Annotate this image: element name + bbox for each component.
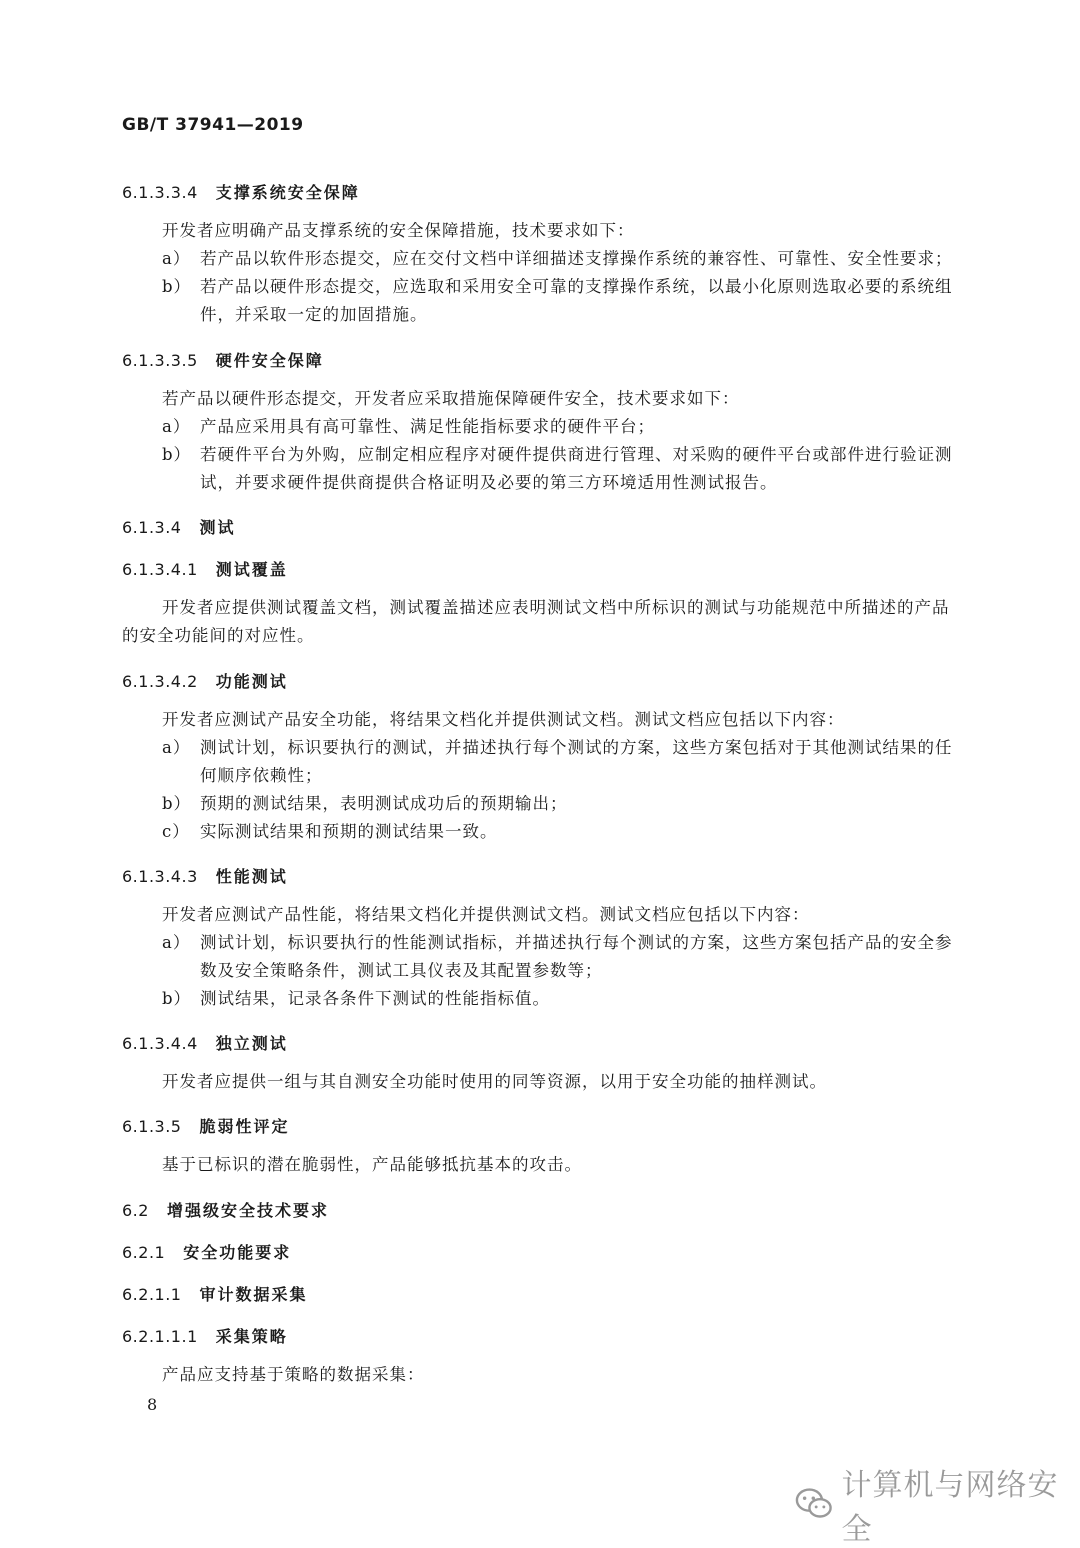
watermark-text: 计算机与网络安全 [841, 1468, 1059, 1547]
section-number: 6.1.3.5 [122, 1117, 182, 1136]
list-marker: a） [162, 417, 191, 436]
section-heading [122, 1198, 329, 1221]
section-title: 硬件安全保障 [215, 351, 324, 370]
section-number: 6.1.3.4.4 [122, 1034, 198, 1053]
section-title: 脆弱性评定 [199, 1117, 290, 1136]
paragraph: 开发者应明确产品支撑系统的安全保障措施，技术要求如下： [162, 221, 635, 240]
page-number: 8 [147, 1395, 158, 1414]
section-number: 6.1.3.4 [122, 518, 182, 537]
section-title: 支撑系统安全保障 [215, 183, 360, 202]
section-heading [122, 348, 324, 371]
list-marker: a） [162, 249, 191, 268]
paragraph: 产品应支持基于策略的数据采集： [162, 1365, 425, 1384]
list-marker: b） [162, 794, 192, 813]
section-title: 测试覆盖 [215, 560, 288, 579]
list-marker: b） [162, 277, 192, 296]
section-title: 独立测试 [215, 1034, 288, 1053]
section-title: 审计数据采集 [199, 1285, 308, 1304]
section-title: 性能测试 [215, 867, 288, 886]
standard-number: GB/T 37941—2019 [122, 115, 304, 135]
list-item-text: 产品应采用具有高可靠性、满足性能指标要求的硬件平台； [200, 417, 655, 436]
section-title: 安全功能要求 [183, 1243, 292, 1262]
wechat-icon [795, 1487, 833, 1521]
section-number: 6.2.1.1 [122, 1285, 182, 1304]
section-number: 6.1.3.3.4 [122, 183, 198, 202]
section-heading [122, 515, 236, 538]
section-number: 6.1.3.4.2 [122, 672, 198, 691]
list-item-text: 若硬件平台为外购，应制定相应程序对硬件提供商进行管理、对采购的硬件平台或部件进行验证测试，并要求硬件提供商提供合格证明及必要的第三方环境适用性测试报告。 [200, 445, 953, 492]
section-number: 6.2.1.1.1 [122, 1327, 198, 1346]
section-heading [122, 1114, 290, 1137]
paragraph: 开发者应提供一组与其自测安全功能时使用的同等资源，以用于安全功能的抽样测试。 [162, 1072, 827, 1091]
paragraph: 基于已标识的潜在脆弱性，产品能够抵抗基本的攻击。 [162, 1155, 582, 1174]
section-heading [122, 669, 288, 692]
section-heading [122, 180, 360, 203]
watermark [795, 1460, 1080, 1548]
section-heading [122, 1240, 291, 1263]
section-title: 功能测试 [215, 672, 288, 691]
list-item-text: 预期的测试结果，表明测试成功后的预期输出； [200, 794, 568, 813]
paragraph: 开发者应提供测试覆盖文档，测试覆盖描述应表明测试文档中所标识的测试与功能规范中所描述的产品的安全功能间的对应性。 [122, 598, 950, 645]
section-number: 6.2 [122, 1201, 149, 1220]
section-heading [122, 1324, 288, 1347]
section-title: 采集策略 [215, 1327, 288, 1346]
paragraph: 若产品以硬件形态提交，开发者应采取措施保障硬件安全，技术要求如下： [162, 389, 740, 408]
paragraph: 开发者应测试产品安全功能，将结果文档化并提供测试文档。测试文档应包括以下内容： [162, 710, 845, 729]
section-title: 增强级安全技术要求 [166, 1201, 329, 1220]
section-number: 6.1.3.4.1 [122, 560, 198, 579]
section-number: 6.1.3.4.3 [122, 867, 198, 886]
section-title: 测试 [199, 518, 236, 537]
section-heading [122, 864, 288, 887]
list-item-text: 实际测试结果和预期的测试结果一致。 [200, 822, 498, 841]
section-number: 6.1.3.3.5 [122, 351, 198, 370]
list-marker: c） [162, 822, 190, 841]
list-item-text: 若产品以软件形态提交，应在交付文档中详细描述支撑操作系统的兼容性、可靠性、安全性要求； [200, 249, 953, 268]
list-marker: a） [162, 738, 191, 757]
section-heading [122, 1282, 308, 1305]
list-item-text: 测试结果，记录各条件下测试的性能指标值。 [200, 989, 550, 1008]
list-marker: b） [162, 989, 192, 1008]
section-heading [122, 1031, 288, 1054]
list-item-text: 测试计划，标识要执行的测试，并描述执行每个测试的方案，这些方案包括对于其他测试结果的任何顺序依赖性； [200, 738, 953, 785]
section-heading [122, 557, 288, 580]
list-marker: a） [162, 933, 191, 952]
list-item-text: 若产品以硬件形态提交，应选取和采用安全可靠的支撑操作系统，以最小化原则选取必要的系统组件，并采取一定的加固措施。 [200, 277, 953, 324]
list-marker: b） [162, 445, 192, 464]
paragraph: 开发者应测试产品性能，将结果文档化并提供测试文档。测试文档应包括以下内容： [162, 905, 810, 924]
list-item-text: 测试计划，标识要执行的性能测试指标，并描述执行每个测试的方案，这些方案包括产品的安全参数及安全策略条件，测试工具仪表及其配置参数等； [200, 933, 953, 980]
section-number: 6.2.1 [122, 1243, 166, 1262]
